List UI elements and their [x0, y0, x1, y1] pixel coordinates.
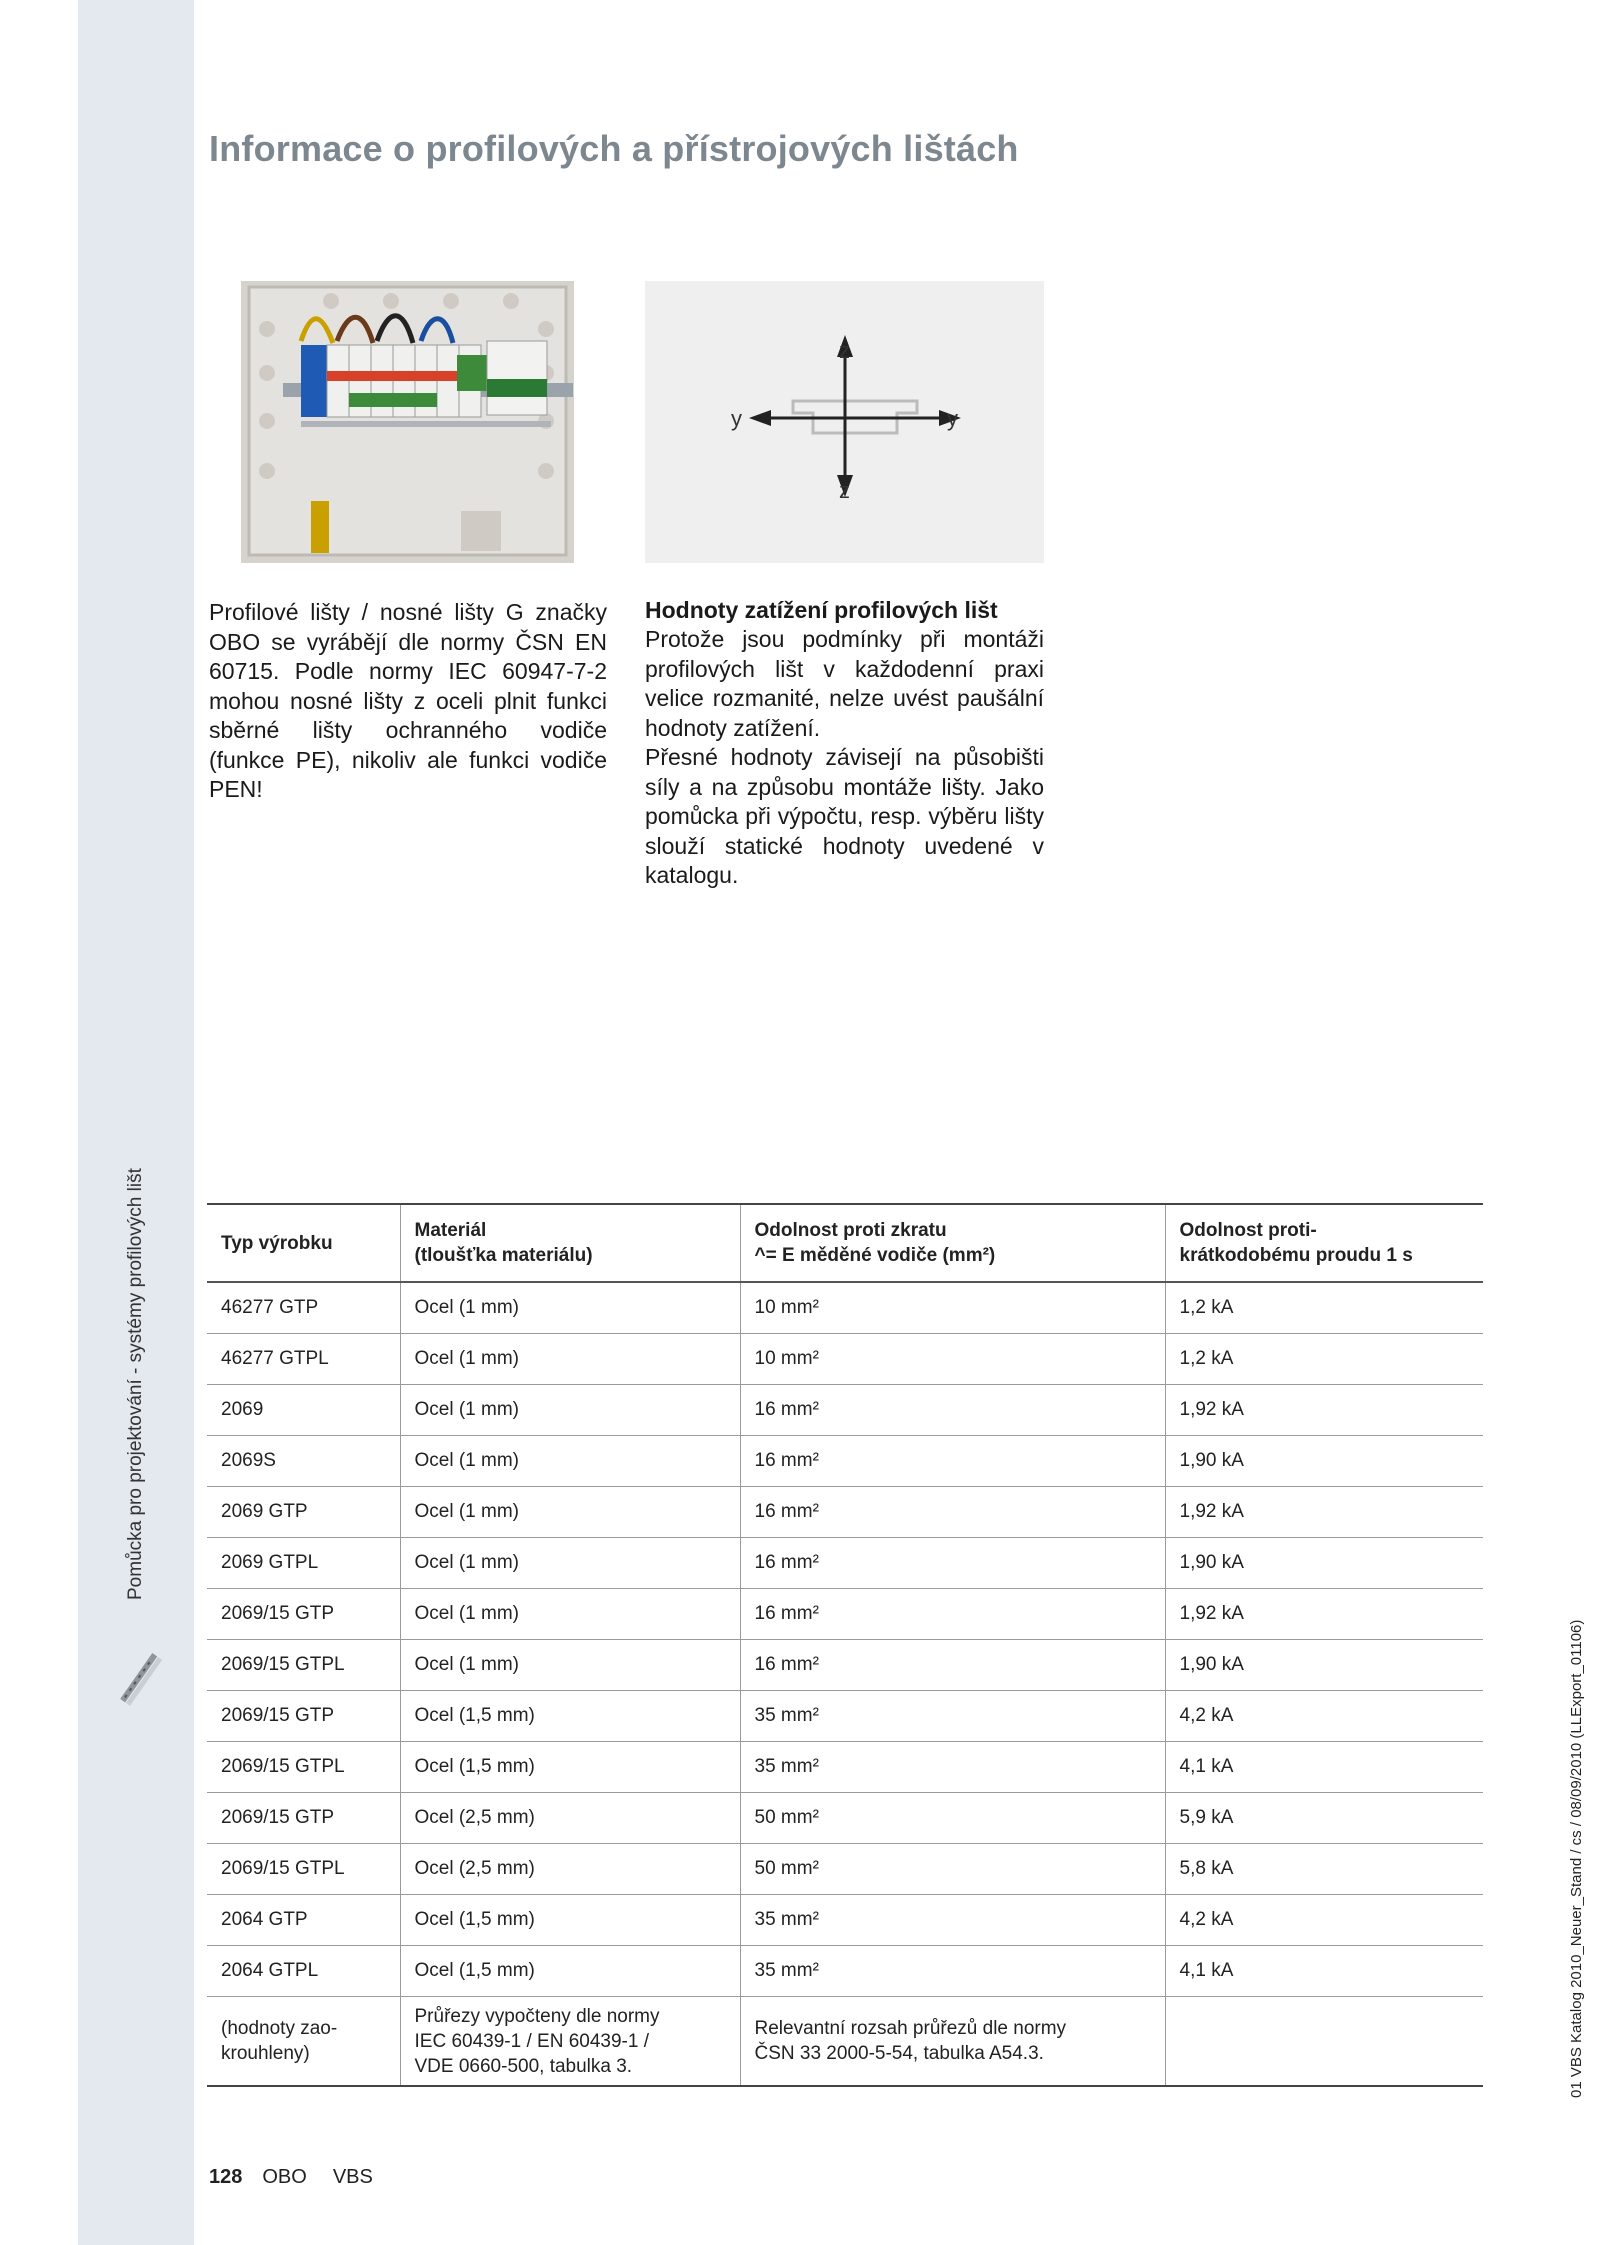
table-row	[207, 1487, 1483, 1538]
cell-current: 4,1 kA	[1165, 1742, 1483, 1793]
cell-material: Ocel (1 mm)	[400, 1385, 740, 1436]
cell-cross-section: 35 mm²	[740, 1742, 1165, 1793]
cell-current: 1,92 kA	[1165, 1589, 1483, 1640]
cell-cross-section: 16 mm²	[740, 1487, 1165, 1538]
table-row	[207, 1742, 1483, 1793]
cell-type: 46277 GTPL	[207, 1334, 400, 1385]
load-direction-diagram	[645, 281, 1044, 563]
cell-current: 1,2 kA	[1165, 1334, 1483, 1385]
cell-type: 2069/15 GTPL	[207, 1640, 400, 1691]
cell-cross-section: 16 mm²	[740, 1436, 1165, 1487]
cell-current: 1,92 kA	[1165, 1385, 1483, 1436]
footnote-range: Relevantní rozsah průřezů dle normy ČSN 33 2000-5-54, tabulka A54.3.	[740, 1997, 1165, 2087]
sidebar-band	[78, 0, 194, 2245]
table-footnote-row	[207, 1997, 1483, 2087]
table-row	[207, 1385, 1483, 1436]
short-circuit-table	[207, 1203, 1483, 2087]
cell-type: 2069/15 GTP	[207, 1589, 400, 1640]
cell-material: Ocel (1 mm)	[400, 1640, 740, 1691]
footnote-calculation: Průřezy vypočteny dle normy IEC 60439-1 / EN 60439-1 / VDE 0660-500, tabulka 3.	[400, 1997, 740, 2087]
intro-paragraph: Profilové lišty / nosné lišty G značky OBO se vyrábějí dle normy ČSN EN 60715. Podle normy IEC 60947-7-2 mohou nosné lišty z oceli plnit funkci sběrné lišty ochranného vodiče (funkce PE), nikoliv ale funkci vodiče PEN!	[209, 599, 607, 802]
cell-cross-section: 35 mm²	[740, 1895, 1165, 1946]
page-footer	[209, 2166, 373, 2189]
load-values-section	[645, 596, 1044, 891]
cell-cross-section: 50 mm²	[740, 1844, 1165, 1895]
axis-label-z-top: z	[839, 338, 850, 363]
cell-material: Ocel (1 mm)	[400, 1334, 740, 1385]
cell-type: 2069/15 GTP	[207, 1793, 400, 1844]
cell-current: 4,2 kA	[1165, 1895, 1483, 1946]
table-header-row	[207, 1204, 1483, 1282]
cell-type: 2069S	[207, 1436, 400, 1487]
load-values-paragraph-1: Protože jsou podmínky při montáži profilových lišt v každodenní praxi velice rozmanité, nelze uvést paušální hodnoty zatížení.	[645, 626, 1044, 741]
axis-label-y-right: y	[947, 406, 958, 431]
cell-cross-section: 16 mm²	[740, 1640, 1165, 1691]
table-row	[207, 1691, 1483, 1742]
cell-material: Ocel (1,5 mm)	[400, 1895, 740, 1946]
cell-material: Ocel (2,5 mm)	[400, 1844, 740, 1895]
cell-current: 1,92 kA	[1165, 1487, 1483, 1538]
cell-current: 5,8 kA	[1165, 1844, 1483, 1895]
header-material: Materiál (tloušťka materiálu)	[400, 1204, 740, 1282]
cell-material: Ocel (1,5 mm)	[400, 1742, 740, 1793]
header-product-type: Typ výrobku	[207, 1204, 400, 1282]
cell-type: 2069/15 GTPL	[207, 1844, 400, 1895]
cell-type: 46277 GTP	[207, 1282, 400, 1334]
table-row	[207, 1946, 1483, 1997]
header-short-time-current: Odolnost proti- krátkodobému proudu 1 s	[1165, 1204, 1483, 1282]
table-row	[207, 1895, 1483, 1946]
table-row	[207, 1844, 1483, 1895]
cell-type: 2064 GTP	[207, 1895, 400, 1946]
side-section-label: Pomůcka pro projektování - systémy profilových lišt	[125, 1168, 146, 1600]
cell-material: Ocel (1 mm)	[400, 1436, 740, 1487]
profile-rail-icon	[112, 1640, 172, 1720]
footer-brand: OBO	[262, 2166, 307, 2188]
table-row	[207, 1282, 1483, 1334]
cell-current: 1,2 kA	[1165, 1282, 1483, 1334]
table-row	[207, 1334, 1483, 1385]
table-row	[207, 1538, 1483, 1589]
cell-type: 2064 GTPL	[207, 1946, 400, 1997]
cell-cross-section: 35 mm²	[740, 1691, 1165, 1742]
cell-material: Ocel (1 mm)	[400, 1487, 740, 1538]
axis-label-z-bottom: z	[839, 478, 850, 503]
cell-material: Ocel (1 mm)	[400, 1589, 740, 1640]
table-row	[207, 1793, 1483, 1844]
cell-type: 2069/15 GTP	[207, 1691, 400, 1742]
cell-current: 5,9 kA	[1165, 1793, 1483, 1844]
page-title: Informace o profilových a přístrojových lištách	[209, 128, 1019, 169]
enclosure-photo	[241, 281, 574, 563]
document-export-label: 01 VBS Katalog 2010_Neuer_Stand / cs / 08/09/2010 (LLExport_01106)	[1568, 1619, 1585, 2098]
cell-current: 1,90 kA	[1165, 1436, 1483, 1487]
cell-cross-section: 16 mm²	[740, 1589, 1165, 1640]
cell-type: 2069/15 GTPL	[207, 1742, 400, 1793]
cell-current: 4,2 kA	[1165, 1691, 1483, 1742]
cell-material: Ocel (1,5 mm)	[400, 1691, 740, 1742]
header-short-circuit: Odolnost proti zkratu ^= E měděné vodiče (mm²)	[740, 1204, 1165, 1282]
cell-cross-section: 16 mm²	[740, 1538, 1165, 1589]
cell-cross-section: 16 mm²	[740, 1385, 1165, 1436]
cell-cross-section: 35 mm²	[740, 1946, 1165, 1997]
footnote-empty	[1165, 1997, 1483, 2087]
cell-material: Ocel (1 mm)	[400, 1282, 740, 1334]
cell-cross-section: 50 mm²	[740, 1793, 1165, 1844]
page-number: 128	[209, 2166, 243, 2188]
cell-current: 1,90 kA	[1165, 1538, 1483, 1589]
load-values-heading: Hodnoty zatížení profilových lišt	[645, 597, 998, 623]
cell-type: 2069 GTPL	[207, 1538, 400, 1589]
table-row	[207, 1436, 1483, 1487]
table-row	[207, 1640, 1483, 1691]
footer-section: VBS	[332, 2166, 373, 2188]
cell-material: Ocel (1 mm)	[400, 1538, 740, 1589]
cell-material: Ocel (2,5 mm)	[400, 1793, 740, 1844]
cell-cross-section: 10 mm²	[740, 1334, 1165, 1385]
cell-type: 2069	[207, 1385, 400, 1436]
cell-current: 1,90 kA	[1165, 1640, 1483, 1691]
footnote-rounded: (hodnoty zao- krouhleny)	[207, 1997, 400, 2087]
cell-material: Ocel (1,5 mm)	[400, 1946, 740, 1997]
table-body	[207, 1282, 1483, 2086]
cell-current: 4,1 kA	[1165, 1946, 1483, 1997]
table-row	[207, 1589, 1483, 1640]
cell-type: 2069 GTP	[207, 1487, 400, 1538]
axis-label-y-left: y	[731, 406, 742, 431]
load-values-paragraph-2: Přesné hodnoty závisejí na působišti síly a na způsobu montáže lišty. Jako pomůcka při výpočtu, resp. výběru lišty slouží statické hodnoty uvedené v katalogu.	[645, 744, 1044, 888]
cell-cross-section: 10 mm²	[740, 1282, 1165, 1334]
